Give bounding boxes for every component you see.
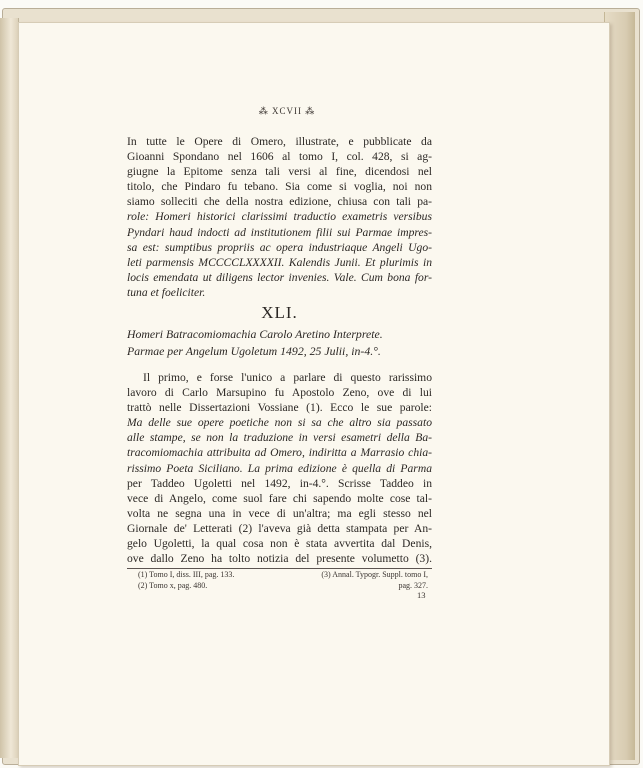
text-line: leti parmensis MCCCCLXXXXII. Kalendis Junii. Et plurimis in bbox=[127, 255, 432, 269]
text-line: Gioanni Spondano nel 1606 al tomo I, col. 428, si ag- bbox=[127, 150, 432, 164]
text-line: trattò nelle Dissertazioni Vossiane (1). Ecco le sue parole: bbox=[127, 401, 432, 415]
footnote-2: (2) Tomo x, pag. 480. bbox=[138, 580, 208, 590]
text-line: giugne la Epitome senza tali versi al fine, dicendosi nel bbox=[127, 165, 432, 179]
text-line: Giornale de' Letterati (2) l'aveva già detta stampata per An- bbox=[127, 521, 432, 535]
footnote-rule bbox=[127, 568, 432, 569]
text-line: role: Homeri historici clarissimi traductio exametris versibus bbox=[127, 210, 432, 224]
section-subtitle bbox=[127, 326, 432, 360]
text-line: tuna et foeliciter. bbox=[127, 285, 206, 299]
text-line: Il primo, e forse l'unico a parlare di questo rarissimo bbox=[143, 371, 432, 384]
book-spine bbox=[0, 18, 19, 758]
text-line: tracomiomachia attribuita ad Omero, indiritta a Marrasio chia- bbox=[127, 446, 432, 460]
footnote-row bbox=[138, 581, 428, 592]
text-line: titolo, che Pindaro fu tebano. Sia come si voglia, noi non bbox=[127, 180, 432, 194]
paragraph-one bbox=[127, 134, 432, 300]
ornament-left-icon: ⁂ bbox=[258, 106, 269, 116]
text-line: volta ne segna una in vece di un'altra; ma egli stesso nel bbox=[127, 506, 432, 520]
paragraph-two bbox=[127, 370, 432, 566]
subtitle-line: Homeri Batracomiomachia Carolo Aretino Interprete. bbox=[127, 327, 383, 341]
section-heading: XLI. bbox=[261, 303, 298, 322]
footnote-row bbox=[138, 570, 428, 581]
footnotes bbox=[138, 570, 428, 591]
ornament-right-icon: ⁂ bbox=[305, 106, 316, 116]
text-line: vece di Angelo, come suol fare chi sapendo molte cose tal- bbox=[127, 491, 432, 505]
text-line: lavoro di Carlo Marsupino fu Apostolo Zeno, ove di lui bbox=[127, 386, 432, 400]
text-line: Ma delle sue opere poetiche non si sa che altro sia passato bbox=[127, 416, 432, 430]
text-line: per Taddeo Ugoletti nel 1492, in-4.°. Scrisse Taddeo in bbox=[127, 476, 432, 490]
footnote-3-continued: pag. 327. bbox=[398, 580, 428, 590]
text-line: In tutte le Opere di Omero, illustrate, e pubblicate da bbox=[127, 135, 432, 148]
text-line: Pyndari haud indocti ad institutionem filii sui Parmae impres- bbox=[127, 225, 432, 239]
text-line: rissimo Poeta Siciliano. La prima edizione è quella di Parma bbox=[127, 461, 432, 475]
text-line: sa est: sumptibus propriis ac opera industriaque Angeli Ugo- bbox=[127, 240, 432, 254]
text-line: ove dallo Zeno ha tolto notizia del presente volumetto (3). bbox=[127, 552, 432, 566]
footnote-1: (1) Tomo I, diss. III, pag. 133. bbox=[138, 570, 235, 579]
text-line: gelo Ugoletti, la qual cosa non è stata avvertita dal Denis, bbox=[127, 537, 432, 551]
page-header bbox=[232, 106, 342, 117]
page-number-roman: XCVII bbox=[272, 106, 302, 116]
text-line: alle stampe, se non la traduzione in versi esametri della Ba- bbox=[127, 431, 432, 445]
printer-signature: 13 bbox=[417, 590, 426, 600]
subtitle-line: Parmae per Angelum Ugoletum 1492, 25 Julii, in-4.°. bbox=[127, 344, 381, 358]
text-line: siamo solleciti che della nostra edizione, chiusa con tali pa- bbox=[127, 195, 432, 209]
footnote-3: (3) Annal. Typogr. Suppl. tomo I, bbox=[321, 570, 428, 579]
text-line: locis emendata ut diligens lector invenies. Vale. Cum bona for- bbox=[127, 270, 432, 284]
